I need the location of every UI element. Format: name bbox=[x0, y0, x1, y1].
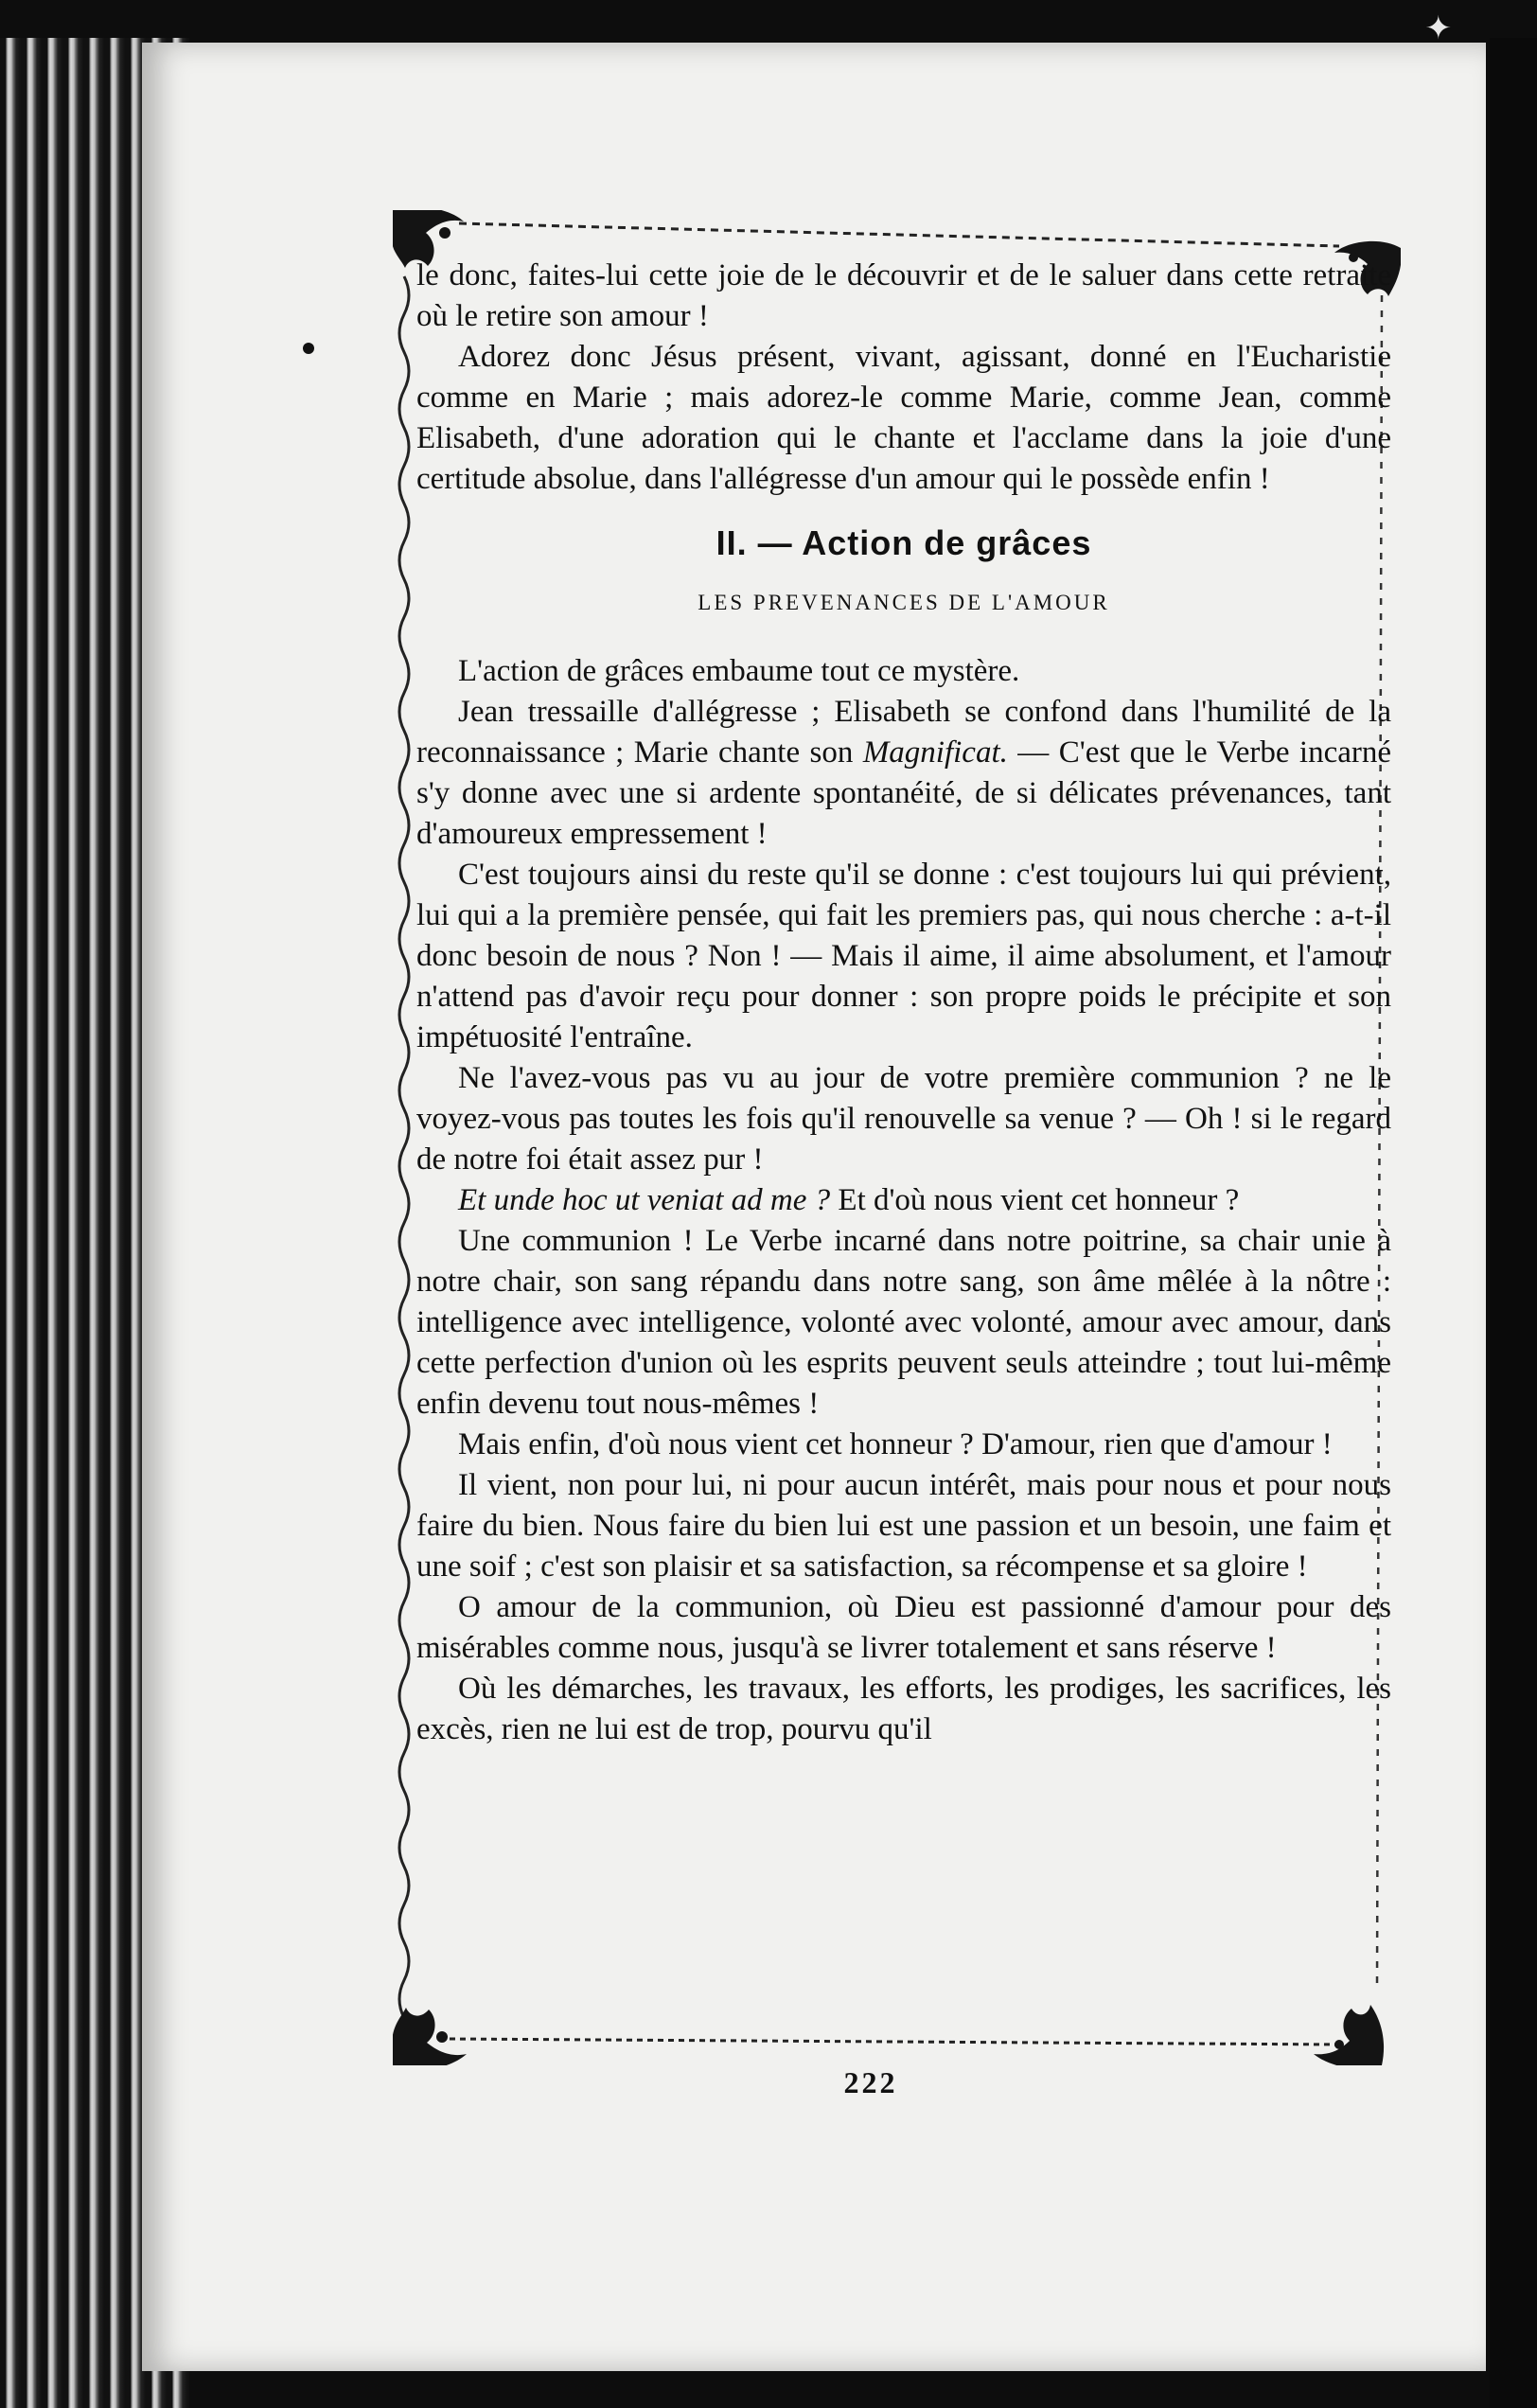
paragraph: le donc, faites-lui cette joie de le découvrir et de le saluer dans cette retraite où le retire son amour ! bbox=[416, 258, 1391, 333]
paragraph: Adorez donc Jésus présent, vivant, agissant, donné en l'Eucharistie comme en Marie ; mais adorez-le comme Marie, comme Jean, comme Elisabeth, d'une adoration qui le chante et l'acclame dans la joie d'une certitude absolue, dans l'allégresse d'un amour qui le possède enfin ! bbox=[416, 340, 1391, 496]
section-subtitle: LES PREVENANCES DE L'AMOUR bbox=[698, 591, 1110, 614]
paragraph bbox=[416, 1180, 1391, 1221]
section-title: II. — Action de grâces bbox=[716, 523, 1092, 562]
paragraph-text: Et d'où nous vient cet honneur ? bbox=[830, 1183, 1240, 1217]
paragraph: Où les démarches, les travaux, les efforts, les prodiges, les sacrifices, les excès, rien ne lui est de trop, pourvu qu'il bbox=[416, 1672, 1391, 1746]
paragraph: C'est toujours ainsi du reste qu'il se donne : c'est toujours lui qui prévient, lui qui a la première pensée, qui fait les premiers pas, qui nous cherche : a-t-il donc besoin de nous ? Non ! — Mais il aime, il aime absolument, et l'amour n'attend pas d'avoir reçu pour donner : son propre poids le précipite et son impétuosité l'entraîne. bbox=[416, 858, 1391, 1054]
scan-speck bbox=[303, 343, 314, 354]
paragraph-italic: Magnificat. bbox=[862, 735, 1008, 770]
paragraph: Il vient, non pour lui, ni pour aucun intérêt, mais pour nous et pour nous faire du bien. Nous faire du bien lui est une passion et un besoin, une faim et une soif ; c'est son plaisir et sa satisfaction, sa récompense et sa gloire ! bbox=[416, 1468, 1391, 1584]
paragraph-text: — C'est que le Verbe incarné s'y donne avec une si ardente spontanéité, de si délicates prévenances, tant d'amoureux empressement ! bbox=[416, 735, 1392, 851]
paragraph: L'action de grâces embaume tout ce mystère. bbox=[458, 654, 1020, 688]
scan-right-border bbox=[1490, 38, 1537, 2408]
paragraph: Ne l'avez-vous pas vu au jour de votre première communion ? ne le voyez-vous pas toutes les fois qu'il renouvelle sa venue ? — Oh ! si le regard de notre foi était assez pur ! bbox=[416, 1061, 1391, 1177]
paragraph: Mais enfin, d'où nous vient cet honneur ? D'amour, rien que d'amour ! bbox=[458, 1427, 1333, 1461]
page-number: 222 bbox=[843, 2065, 898, 2099]
paragraph: O amour de la communion, où Dieu est passionné d'amour pour des misérables comme nous, jusqu'à se livrer totalement et sans réserve ! bbox=[416, 1590, 1391, 1665]
page-body bbox=[416, 256, 1391, 1750]
paragraph-italic: Et unde hoc ut veniat ad me ? bbox=[458, 1183, 831, 1217]
scan-corner-mark-icon: ✦ bbox=[1424, 11, 1452, 46]
paragraph: Une communion ! Le Verbe incarné dans notre poitrine, sa chair unie à notre chair, son sang répandu dans notre sang, son âme mêlée à la nôtre : intelligence avec intelligence, volonté avec volonté, amour avec amour, dans cette perfection d'union où les esprits peuvent seuls atteindre ; tout lui-même enfin devenu tout nous-mêmes ! bbox=[416, 1224, 1391, 1421]
paragraph bbox=[416, 692, 1391, 855]
paragraph-text: Jean tressaille d'allégresse ; Elisabeth se confond dans l'humilité de la reconnaissance ; Marie chante son bbox=[416, 695, 1391, 770]
